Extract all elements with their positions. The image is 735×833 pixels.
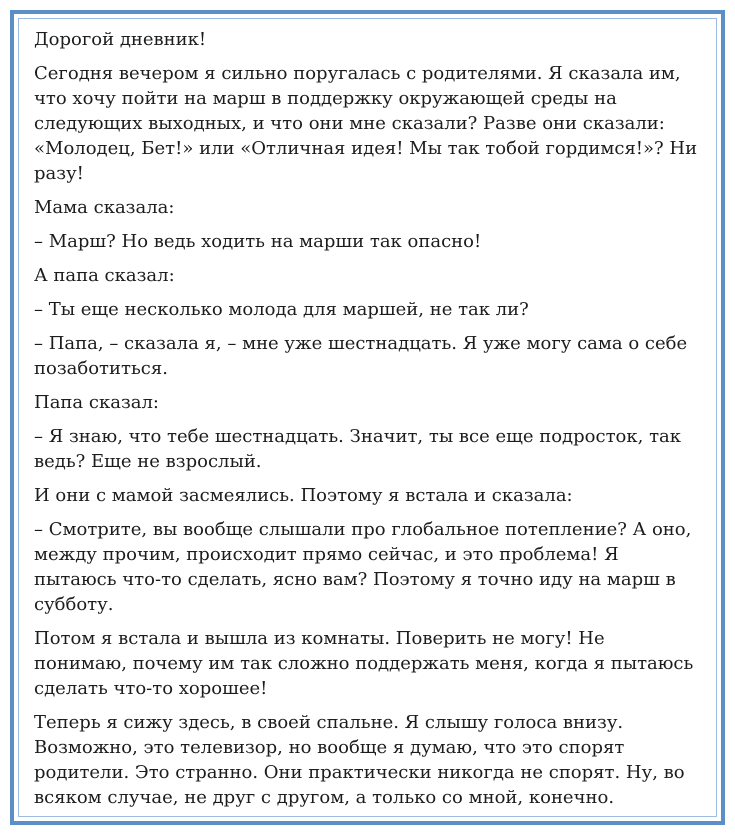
diary-paragraph: Мама сказала: [34,197,175,218]
diary-paragraph: Папа сказал: [34,392,159,413]
diary-paragraph: – Смотрите, вы вообще слышали про глобальное потепление? А оно, между прочим, происходит прямо сейчас, и это проблема! Я пытаюсь что-то сделать, ясно вам? Поэтому я точно иду на марш в субботу. [34,519,692,615]
diary-paragraph: – Я знаю, что тебе шестнадцать. Значит, ты все еще подросток, так ведь? Еще не взрослый. [34,426,682,472]
diary-paragraph: – Папа, – сказала я, – мне уже шестнадцать. Я уже могу сама о себе позаботиться. [34,333,688,379]
diary-paragraph: Потом я встала и вышла из комнаты. Поверить не могу! Не понимаю, почему им так сложно поддержать меня, когда я пытаюсь сделать что-то хорошее! [34,628,694,699]
diary-paragraph: Сегодня вечером я сильно поругалась с родителями. Я сказала им, что хочу пойти на марш в поддержку окружающей среды на следующих выходных, и что они мне сказали? Разве они сказали: «Молодец, Бет!» или «Отличная идея! Мы так тобой гордимся!»? Ни разу! [34,63,698,184]
diary-paragraph: Теперь я сижу здесь, в своей спальне. Я слышу голоса внизу. Возможно, это телевизор, но вообще я думаю, что это спорят родители. Это странно. Они практически никогда не спорят. Ну, во всяком случае, не друг с другом, а только со мной, конечно. [34,712,685,808]
diary-paragraph: А папа сказал: [34,265,175,286]
diary-paragraph: – Марш? Но ведь ходить на марши так опасно! [34,231,482,252]
text-frame [10,10,725,825]
diary-paragraph: И они с мамой засмеялись. Поэтому я встала и сказала: [34,485,573,506]
text-frame-inner [18,18,717,817]
diary-text [34,27,699,817]
diary-paragraph: – Ты еще несколько молода для маршей, не так ли? [34,299,529,320]
diary-greeting: Дорогой дневник! [34,29,207,50]
